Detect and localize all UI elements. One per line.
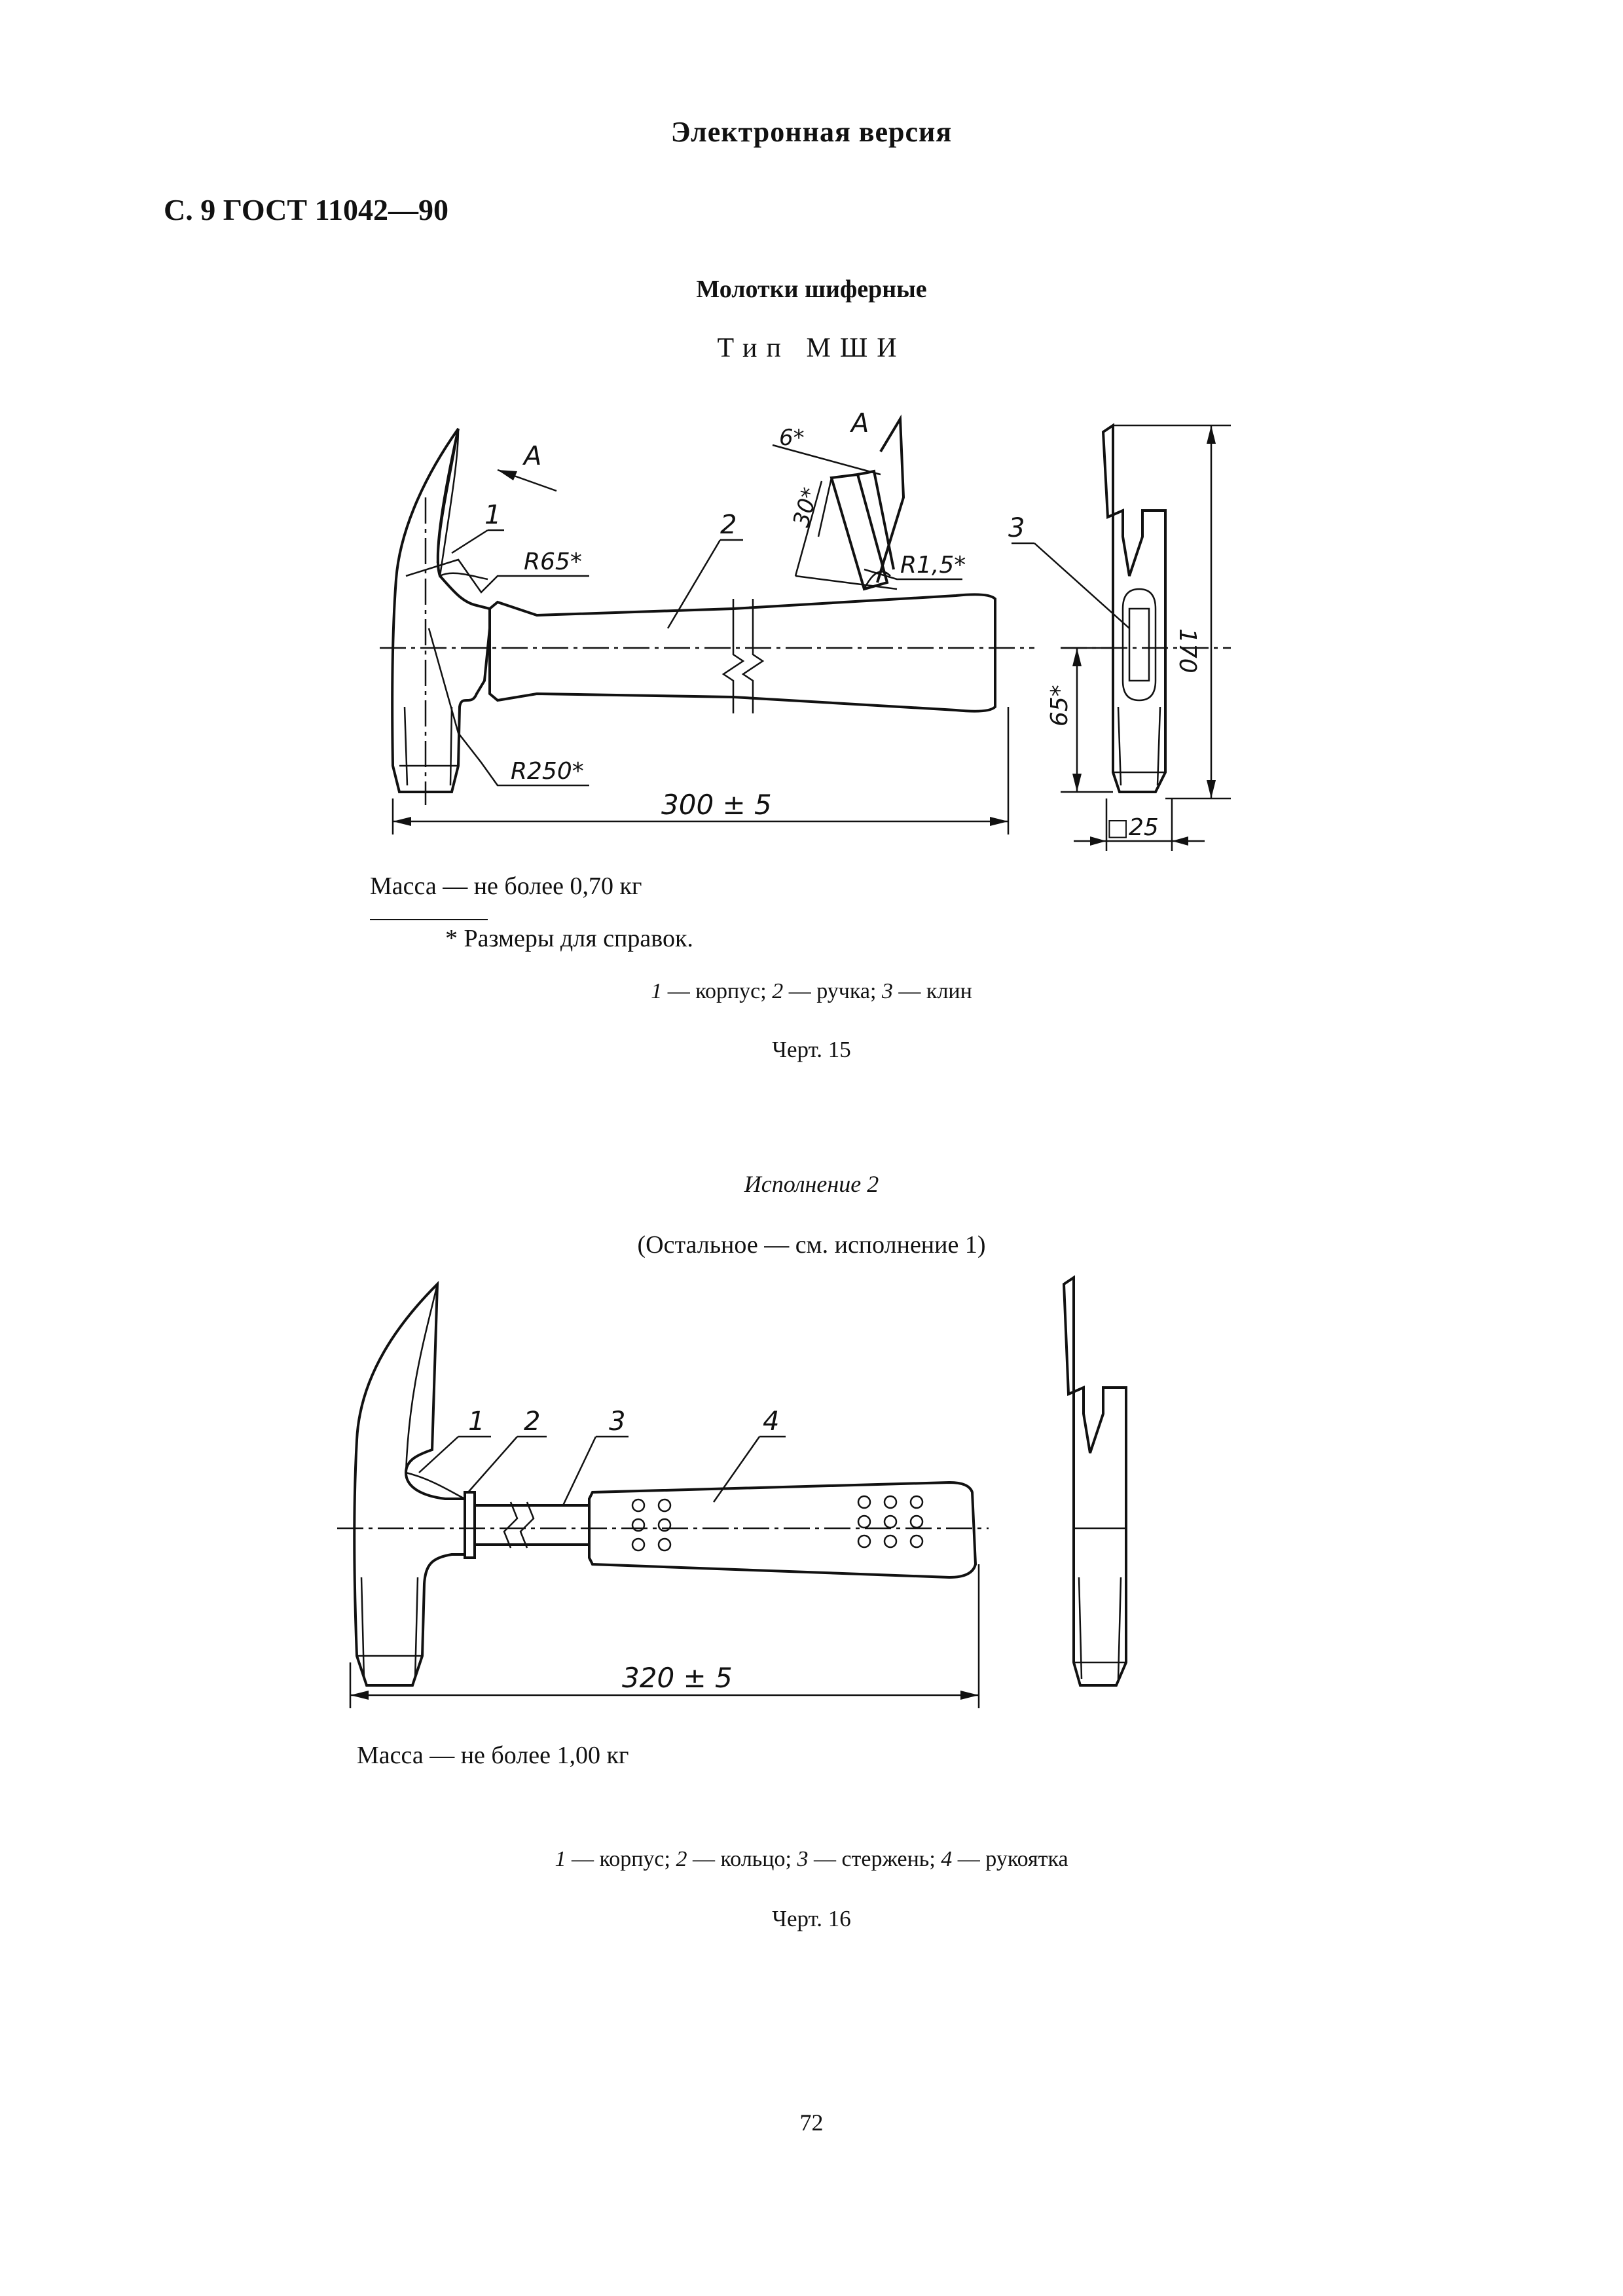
callout-3: 3 [1008, 513, 1025, 543]
dim-r65: R65* [524, 548, 582, 575]
legend-num-3: 3 [881, 979, 893, 1003]
callout-16-4: 4 [763, 1407, 780, 1437]
callout-16-1: 1 [468, 1407, 485, 1437]
legend-text-2: — ручка; [788, 979, 877, 1003]
caption-fig15: Черт. 15 [772, 1037, 851, 1062]
dim-30: 30* [788, 484, 824, 530]
dim-length-320: 320 ± 5 [622, 1662, 733, 1694]
legend-num-2: 2 [772, 979, 784, 1003]
variant-title: Исполнение 2 [744, 1171, 879, 1197]
dim-170: 170 [1174, 628, 1201, 673]
dim-r250: R250* [511, 758, 584, 785]
legend-text-3: — клин [898, 979, 972, 1003]
legend16-text-1: — корпус; [571, 1847, 670, 1871]
legend-num-1: 1 [651, 979, 663, 1003]
page-number: 72 [799, 2109, 824, 2136]
dim-length-300: 300 ± 5 [661, 789, 772, 821]
view-label-a: А [524, 441, 542, 471]
callout-2: 2 [720, 510, 737, 540]
legend16-num-4: 4 [941, 1847, 953, 1871]
legend16-text-3: — стержень; [813, 1847, 936, 1871]
variant-note: (Остальное — см. исполнение 1) [637, 1231, 986, 1259]
legend-fig15 [0, 979, 1623, 1004]
edition-label: Электронная версия [670, 116, 953, 148]
legend16-num-1: 1 [555, 1847, 566, 1871]
legend16-text-2: — кольцо; [692, 1847, 792, 1871]
dim-25: □25 [1106, 814, 1159, 841]
callout-16-3: 3 [609, 1407, 626, 1437]
detail-label-a: А [851, 408, 869, 439]
footnote: * Размеры для справок. [445, 925, 693, 952]
dim-6: 6* [779, 425, 805, 451]
mass-fig16: Масса — не более 1,00 кг [357, 1742, 629, 1769]
legend16-text-4: — рукоятка [957, 1847, 1068, 1871]
figure-15-drawing [380, 408, 1231, 851]
callout-1: 1 [484, 500, 501, 530]
page-reference: С. 9 ГОСТ 11042—90 [164, 193, 449, 226]
figure-16-drawing [337, 1278, 1126, 1708]
mass-fig15: Масса — не более 0,70 кг [370, 872, 642, 900]
footnote-rule [370, 919, 488, 920]
legend16-num-3: 3 [797, 1847, 809, 1871]
type-title: Тип МШИ [717, 333, 906, 363]
section-title: Молотки шиферные [696, 276, 927, 303]
legend-text-1: — корпус; [667, 979, 767, 1003]
dim-r15: R1,5* [900, 552, 966, 579]
legend-fig16 [0, 1847, 1623, 1872]
caption-fig16: Черт. 16 [772, 1906, 851, 1931]
callout-16-2: 2 [524, 1407, 541, 1437]
legend16-num-2: 2 [676, 1847, 687, 1871]
dim-65: 65* [1046, 685, 1073, 726]
